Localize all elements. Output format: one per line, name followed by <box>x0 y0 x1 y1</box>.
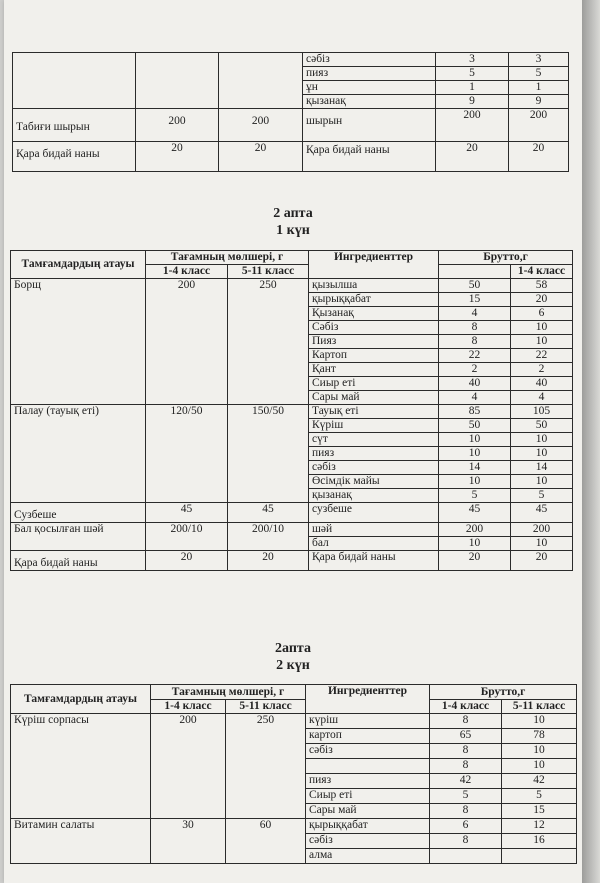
qty-cell: 20 <box>228 551 309 571</box>
brutto-cell: 6 <box>511 307 573 321</box>
brutto-cell: 4 <box>439 307 511 321</box>
ingredient-cell: Өсімдік майы <box>309 475 439 489</box>
brutto-cell: 1 <box>436 81 509 95</box>
brutto-cell: 10 <box>439 433 511 447</box>
dish-cell: Қара бидай наны <box>13 142 136 172</box>
ingredient-cell: Пияз <box>309 335 439 349</box>
ingredient-cell: қырыққабат <box>306 819 430 834</box>
brutto-cell: 50 <box>511 419 573 433</box>
brutto-cell: 65 <box>430 729 502 744</box>
col-header-class-5-11: 5-11 класс <box>226 700 306 714</box>
qty-cell: 200 <box>136 109 219 142</box>
brutto-cell: 16 <box>502 834 577 849</box>
qty-cell: 200 <box>219 109 303 142</box>
brutto-cell: 20 <box>439 551 511 571</box>
dish-cell: Палау (тауық еті) <box>11 405 146 503</box>
brutto-cell: 8 <box>430 759 502 774</box>
page-edge-shadow <box>582 0 600 883</box>
brutto-cell <box>430 849 502 864</box>
ingredient-cell: шырын <box>303 109 436 142</box>
col-header-brutto: Брутто,г <box>430 685 577 700</box>
brutto-cell: 78 <box>502 729 577 744</box>
dish-cell: Қара бидай наны <box>11 551 146 571</box>
ingredient-cell: Сары май <box>309 391 439 405</box>
col-header-brutto-class-5-11: 5-11 класс <box>502 700 577 714</box>
qty-cell: 20 <box>136 142 219 172</box>
brutto-cell: 10 <box>502 714 577 729</box>
brutto-cell: 10 <box>511 537 573 551</box>
ingredient-cell: бал <box>309 537 439 551</box>
ingredient-cell: Қант <box>309 363 439 377</box>
brutto-cell: 8 <box>430 714 502 729</box>
week-heading: 2 апта <box>273 206 313 221</box>
col-header-class-1-4: 1-4 класс <box>151 700 226 714</box>
brutto-cell: 10 <box>439 537 511 551</box>
brutto-cell: 40 <box>439 377 511 391</box>
dish-cell <box>13 53 136 109</box>
dish-cell: Витамин салаты <box>11 819 151 864</box>
brutto-cell: 5 <box>430 789 502 804</box>
menu-table-day2 <box>10 684 577 864</box>
brutto-cell: 50 <box>439 279 511 293</box>
qty-cell: 250 <box>228 279 309 405</box>
brutto-cell: 9 <box>436 95 509 109</box>
ingredient-cell: Күріш <box>309 419 439 433</box>
menu-table-continued <box>12 52 569 172</box>
ingredient-cell: Картоп <box>309 349 439 363</box>
brutto-cell: 1 <box>509 81 569 95</box>
menu-table-day1 <box>10 250 573 571</box>
ingredient-cell: Тауық еті <box>309 405 439 419</box>
brutto-cell: 200 <box>511 523 573 537</box>
brutto-cell: 14 <box>439 461 511 475</box>
col-header-ingredients: Ингредиенттер <box>309 251 439 279</box>
ingredient-cell: Қара бидай наны <box>303 142 436 172</box>
brutto-cell: 15 <box>439 293 511 307</box>
qty-cell: 30 <box>151 819 226 864</box>
ingredient-cell: ұн <box>303 81 436 95</box>
brutto-cell: 3 <box>436 53 509 67</box>
brutto-cell: 14 <box>511 461 573 475</box>
brutto-cell: 20 <box>509 142 569 172</box>
dish-cell: Күріш сорпасы <box>11 714 151 819</box>
col-header-ingredients: Ингредиенттер <box>306 685 430 714</box>
ingredient-cell: пияз <box>303 67 436 81</box>
brutto-cell: 8 <box>430 804 502 819</box>
brutto-cell <box>502 849 577 864</box>
ingredient-cell: қызанақ <box>303 95 436 109</box>
qty-cell: 45 <box>228 503 309 523</box>
day-heading: 1 күн <box>276 223 310 238</box>
brutto-cell: 5 <box>502 789 577 804</box>
col-header-qty: Тағамның мөлшері, г <box>146 251 309 265</box>
brutto-cell: 5 <box>439 489 511 503</box>
qty-cell: 150/50 <box>228 405 309 503</box>
brutto-cell: 2 <box>439 363 511 377</box>
brutto-cell: 8 <box>430 834 502 849</box>
brutto-cell: 10 <box>511 447 573 461</box>
brutto-cell: 5 <box>436 67 509 81</box>
brutto-cell: 4 <box>439 391 511 405</box>
ingredient-cell: сәбіз <box>309 461 439 475</box>
ingredient-cell: сүт <box>309 433 439 447</box>
brutto-cell: 200 <box>509 109 569 142</box>
brutto-cell: 45 <box>511 503 573 523</box>
qty-cell: 200/10 <box>146 523 228 551</box>
dish-cell: Борщ <box>11 279 146 405</box>
brutto-cell: 20 <box>511 551 573 571</box>
col-header-brutto: Брутто,г <box>439 251 573 265</box>
brutto-cell: 10 <box>511 335 573 349</box>
qty-cell: 120/50 <box>146 405 228 503</box>
ingredient-cell: пияз <box>309 447 439 461</box>
qty-cell: 45 <box>146 503 228 523</box>
brutto-cell: 200 <box>436 109 509 142</box>
ingredient-cell: Сәбіз <box>309 321 439 335</box>
brutto-cell: 10 <box>511 433 573 447</box>
brutto-cell: 5 <box>509 67 569 81</box>
col-header-class-1-4: 1-4 класс <box>146 265 228 279</box>
col-header-qty: Тағамның мөлшері, г <box>151 685 306 700</box>
brutto-cell: 10 <box>439 447 511 461</box>
qty-cell: 200 <box>146 279 228 405</box>
brutto-cell: 10 <box>502 744 577 759</box>
brutto-cell: 42 <box>502 774 577 789</box>
brutto-cell: 200 <box>439 523 511 537</box>
ingredient-cell: қызанақ <box>309 489 439 503</box>
col-header-dish: Тамғамдардың атауы <box>11 251 146 279</box>
dish-cell: Бал қосылған шәй <box>11 523 146 551</box>
ingredient-cell: картоп <box>306 729 430 744</box>
brutto-cell: 10 <box>439 475 511 489</box>
brutto-cell: 6 <box>430 819 502 834</box>
brutto-cell: 58 <box>511 279 573 293</box>
brutto-cell: 10 <box>502 759 577 774</box>
document-page <box>4 0 582 883</box>
brutto-cell: 5 <box>511 489 573 503</box>
brutto-cell: 10 <box>511 475 573 489</box>
col-header-dish: Тамғамдардың атауы <box>11 685 151 714</box>
ingredient-cell: қызылша <box>309 279 439 293</box>
brutto-cell: 45 <box>439 503 511 523</box>
brutto-cell: 2 <box>511 363 573 377</box>
ingredient-cell: Сиыр еті <box>309 377 439 391</box>
brutto-cell: 50 <box>439 419 511 433</box>
ingredient-cell <box>306 759 430 774</box>
ingredient-cell: сәбіз <box>306 744 430 759</box>
brutto-cell: 8 <box>439 321 511 335</box>
col-header-class-5-11: 5-11 класс <box>228 265 309 279</box>
ingredient-cell: пияз <box>306 774 430 789</box>
brutto-cell: 22 <box>439 349 511 363</box>
dish-cell: Сузбеше <box>11 503 146 523</box>
brutto-cell: 85 <box>439 405 511 419</box>
brutto-cell: 20 <box>436 142 509 172</box>
week-heading: 2апта <box>275 641 311 656</box>
ingredient-cell: Қызанақ <box>309 307 439 321</box>
qty-cell: 20 <box>146 551 228 571</box>
qty-cell: 200/10 <box>228 523 309 551</box>
brutto-cell: 12 <box>502 819 577 834</box>
brutto-cell: 4 <box>511 391 573 405</box>
col-header-brutto-class-1-4: 1-4 класс <box>430 700 502 714</box>
dish-cell: Табиғи шырын <box>13 109 136 142</box>
ingredient-cell: сәбіз <box>306 834 430 849</box>
ingredient-cell: Сары май <box>306 804 430 819</box>
ingredient-cell: алма <box>306 849 430 864</box>
brutto-cell: 10 <box>511 321 573 335</box>
brutto-cell: 20 <box>511 293 573 307</box>
brutto-cell: 9 <box>509 95 569 109</box>
brutto-cell: 3 <box>509 53 569 67</box>
ingredient-cell: Қара бидай наны <box>309 551 439 571</box>
ingredient-cell: сузбеше <box>309 503 439 523</box>
brutto-cell: 105 <box>511 405 573 419</box>
qty-cell: 20 <box>219 142 303 172</box>
brutto-cell: 8 <box>439 335 511 349</box>
col-header-brutto-class-1-4: 1-4 класс <box>511 265 573 279</box>
brutto-cell: 40 <box>511 377 573 391</box>
ingredient-cell: Сиыр еті <box>306 789 430 804</box>
qty-cell: 60 <box>226 819 306 864</box>
brutto-cell: 8 <box>430 744 502 759</box>
ingredient-cell: қырыққабат <box>309 293 439 307</box>
brutto-cell: 22 <box>511 349 573 363</box>
ingredient-cell: сәбіз <box>303 53 436 67</box>
ingredient-cell: шәй <box>309 523 439 537</box>
qty-cell: 250 <box>226 714 306 819</box>
day-heading: 2 күн <box>276 658 310 673</box>
brutto-cell: 42 <box>430 774 502 789</box>
qty-cell: 200 <box>151 714 226 819</box>
brutto-cell: 15 <box>502 804 577 819</box>
ingredient-cell: күріш <box>306 714 430 729</box>
